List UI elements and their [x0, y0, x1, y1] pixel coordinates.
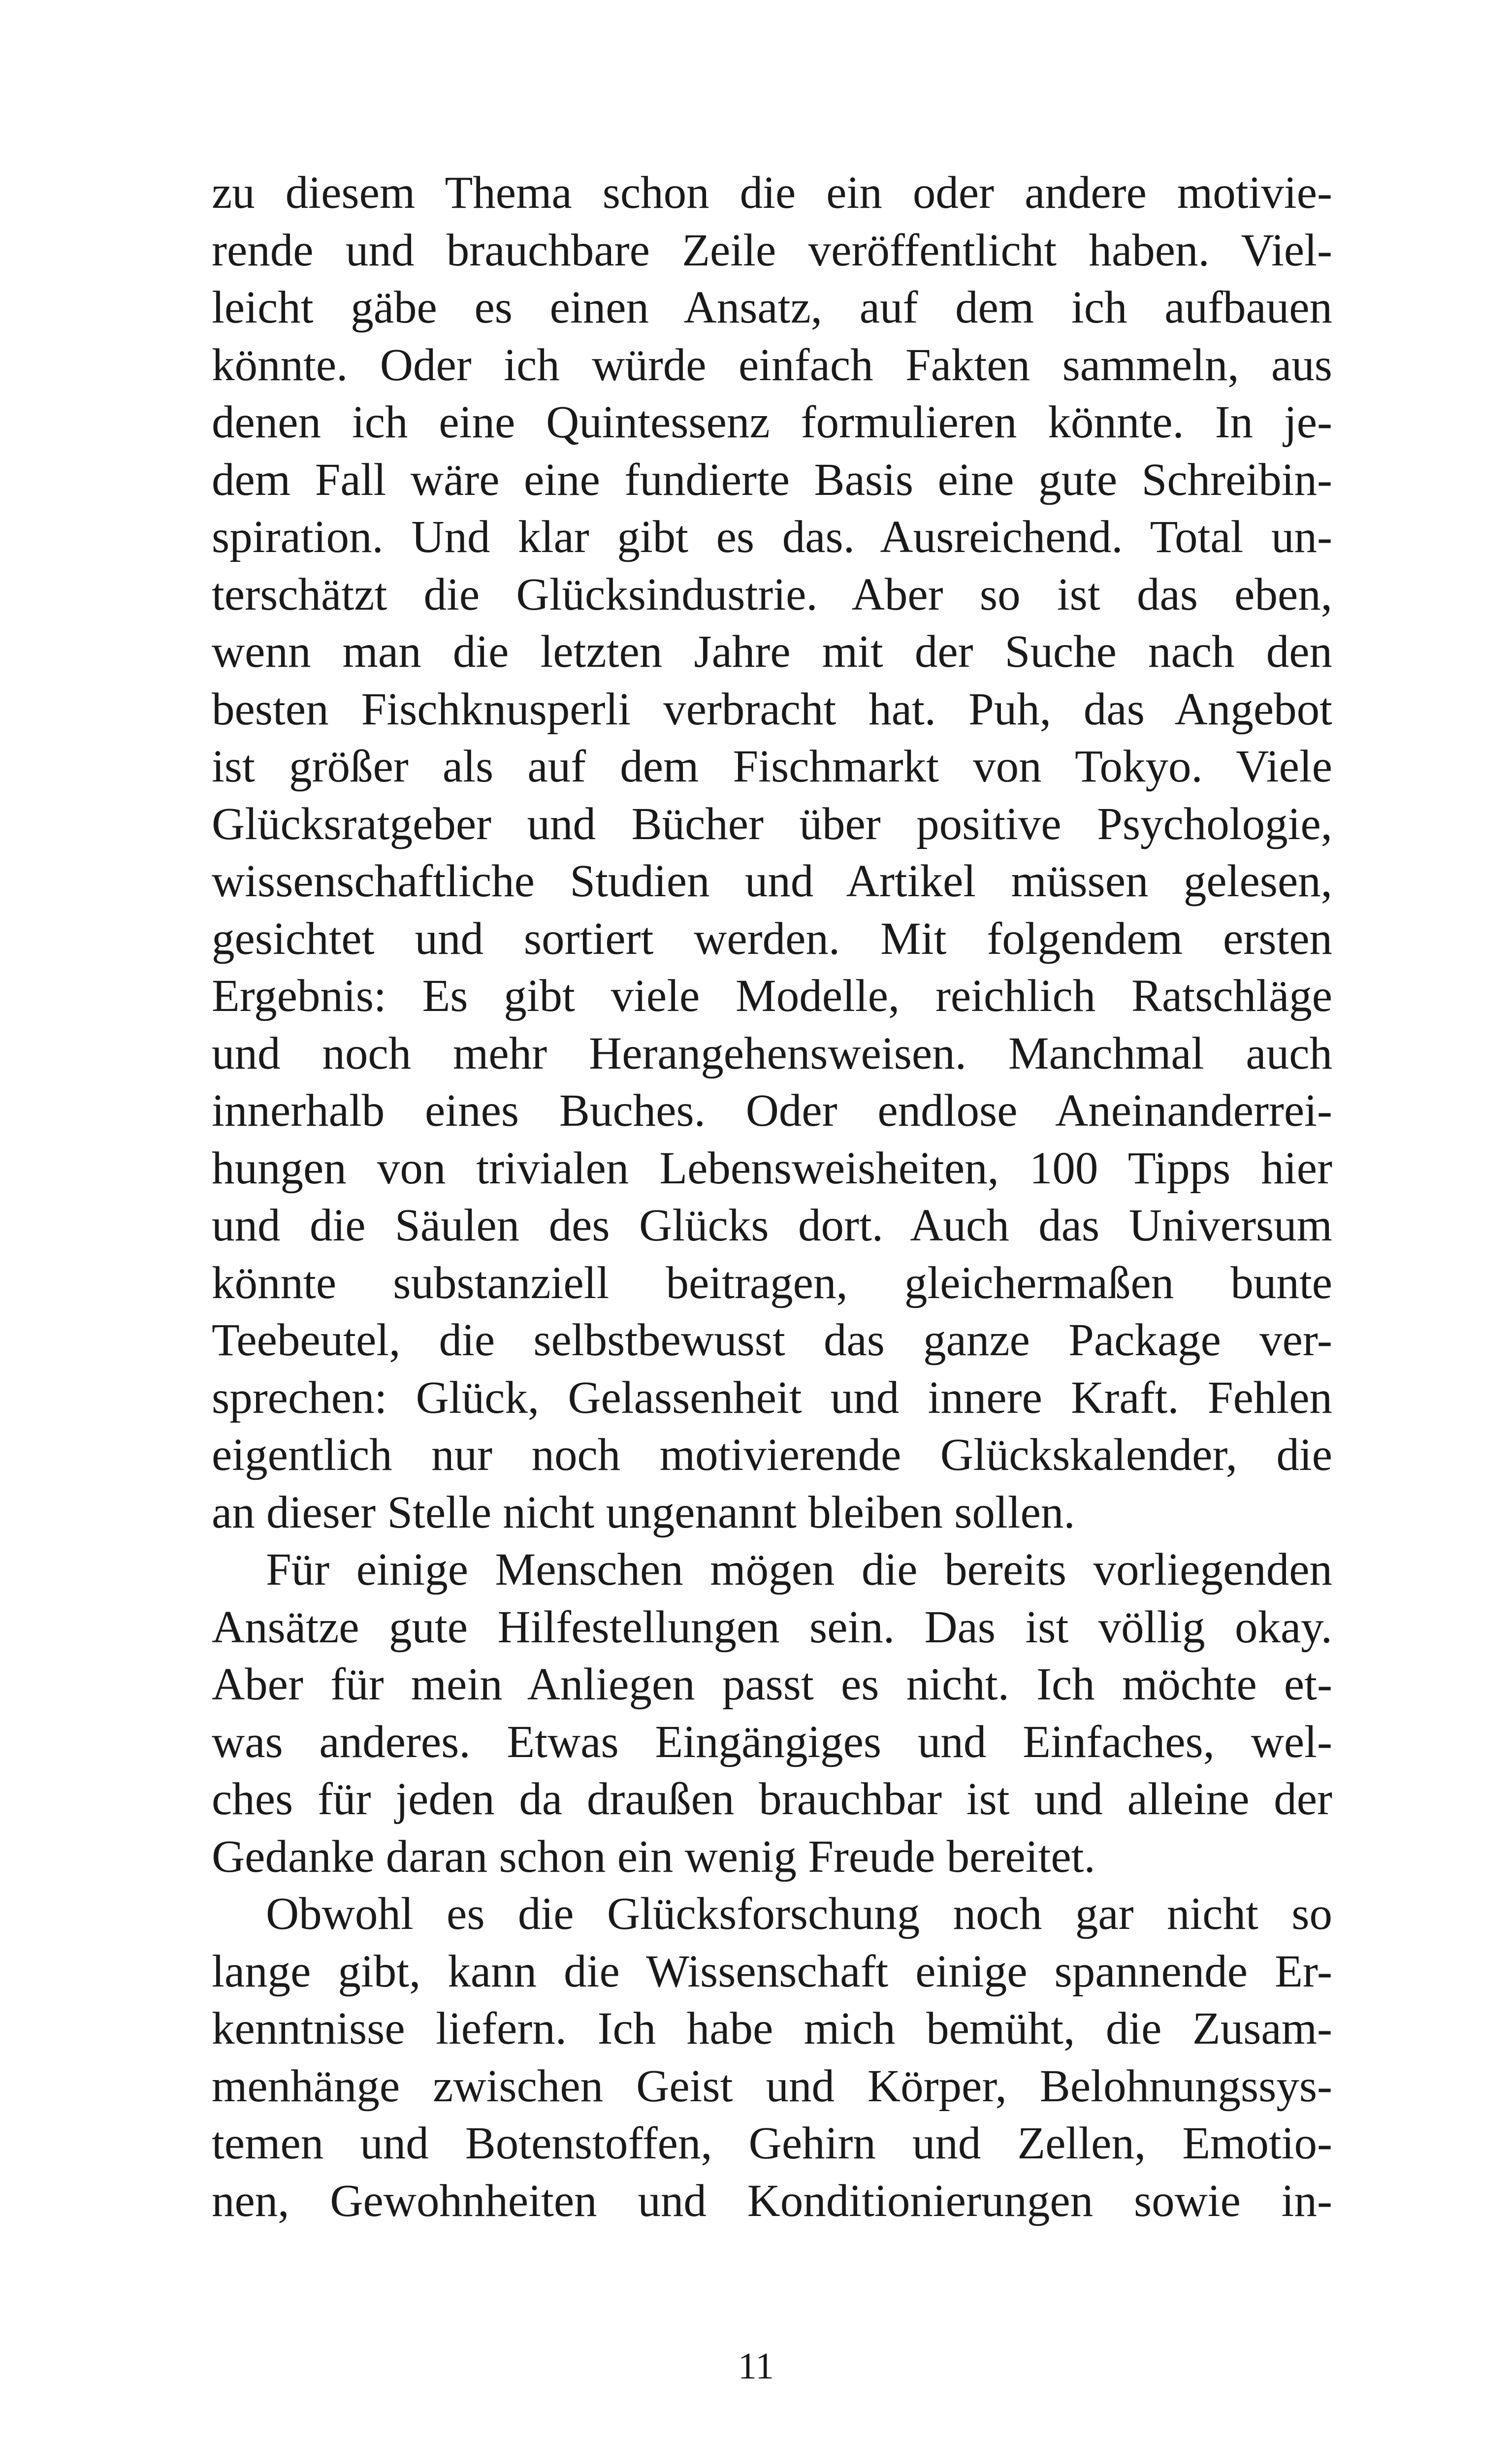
- text-line: nen, Gewohnheiten und Konditionierungen sowie in-: [212, 2175, 1332, 2226]
- text-line: wissenschaftliche Studien und Artikel müssen gelesen,: [212, 856, 1332, 907]
- text-line: Obwohl es die Glücksforschung noch gar nicht so: [266, 1889, 1332, 1939]
- text-line: ist größer als auf dem Fischmarkt von Tokyo. Viele: [212, 741, 1332, 792]
- text-line: ches für jeden da draußen brauchbar ist und alleine der: [212, 1774, 1332, 1824]
- paragraph: [212, 164, 1332, 1541]
- text-line: spiration. Und klar gibt es das. Ausreichend. Total un-: [212, 512, 1332, 562]
- text-line: Für einige Menschen mögen die bereits vorliegenden: [266, 1544, 1332, 1595]
- text-line: temen und Botenstoffen, Gehirn und Zellen, Emotio-: [212, 2118, 1332, 2169]
- paragraph: [212, 1541, 1332, 1886]
- text-line: Ergebnis: Es gibt viele Modelle, reichlich Ratschläge: [212, 971, 1332, 1021]
- text-line: gesichtet und sortiert werden. Mit folgendem ersten: [212, 913, 1332, 964]
- body-text: [212, 164, 1332, 2230]
- text-line: zu diesem Thema schon die ein oder andere motivie-: [212, 167, 1332, 218]
- text-line: leicht gäbe es einen Ansatz, auf dem ich aufbauen: [212, 282, 1332, 333]
- text-line: wenn man die letzten Jahre mit der Suche nach den: [212, 626, 1332, 677]
- text-line: lange gibt, kann die Wissenschaft einige spannende Er-: [212, 1946, 1332, 1997]
- text-line: was anderes. Etwas Eingängiges und Einfaches, wel-: [212, 1716, 1332, 1767]
- text-line: Teebeutel, die selbstbewusst das ganze Package ver-: [212, 1315, 1332, 1366]
- text-line: kenntnisse liefern. Ich habe mich bemüht, die Zusam-: [212, 2003, 1332, 2054]
- text-line: innerhalb eines Buches. Oder endlose Aneinanderrei-: [212, 1085, 1332, 1136]
- text-line: rende und brauchbare Zeile veröffentlicht haben. Viel-: [212, 225, 1332, 276]
- text-line: könnte substanziell beitragen, gleichermaßen bunte: [212, 1257, 1332, 1308]
- text-line: Ansätze gute Hilfestellungen sein. Das ist völlig okay.: [212, 1601, 1332, 1653]
- text-line: sprechen: Glück, Gelassenheit und innere Kraft. Fehlen: [212, 1372, 1332, 1423]
- text-line: hungen von trivialen Lebensweisheiten, 100 Tipps hier: [212, 1142, 1332, 1194]
- text-line: dem Fall wäre eine fundierte Basis eine gute Schreibin-: [212, 454, 1332, 505]
- text-line: an dieser Stelle nicht ungenannt bleiben sollen.: [212, 1487, 1075, 1538]
- paragraph: [212, 1886, 1332, 2230]
- text-line: Aber für mein Anliegen passt es nicht. Ich möchte et-: [212, 1659, 1332, 1710]
- text-line: eigentlich nur noch motivierende Glückskalender, die: [212, 1430, 1332, 1480]
- text-line: könnte. Oder ich würde einfach Fakten sammeln, aus: [212, 339, 1332, 391]
- text-line: besten Fischknusperli verbracht hat. Puh, das Angebot: [212, 684, 1332, 735]
- text-line: und noch mehr Herangehensweisen. Manchmal auch: [212, 1028, 1332, 1079]
- text-line: menhänge zwischen Geist und Körper, Belohnungssys-: [212, 2060, 1332, 2112]
- text-line: Gedanke daran schon ein wenig Freude bereitet.: [212, 1831, 1095, 1882]
- text-line: terschätzt die Glücksindustrie. Aber so ist das eben,: [212, 569, 1332, 620]
- text-line: Glücksratgeber und Bücher über positive Psychologie,: [212, 798, 1332, 849]
- text-line: und die Säulen des Glücks dort. Auch das Universum: [212, 1200, 1332, 1251]
- text-line: denen ich eine Quintessenz formulieren könnte. In je-: [212, 397, 1332, 448]
- page-number: 11: [738, 2345, 774, 2387]
